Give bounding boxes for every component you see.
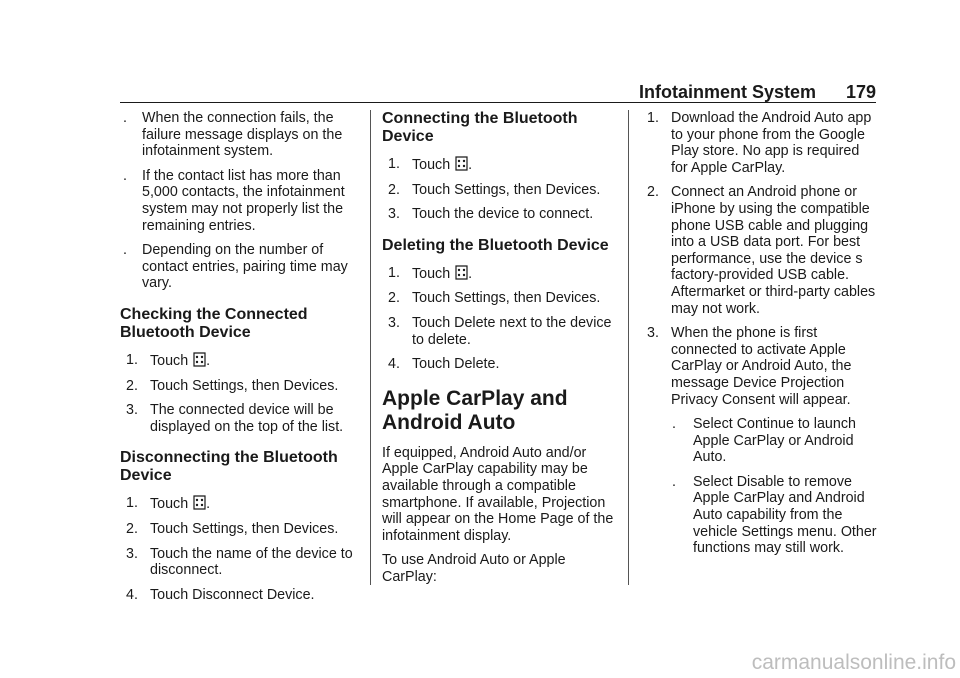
heading-deleting: Deleting the Bluetooth Device: [382, 236, 609, 254]
step-item: 2. Touch Settings, then Devices.: [388, 290, 601, 307]
watermark: carmanualsonline.info: [751, 651, 956, 674]
step-item: 1. Touch .: [126, 351, 211, 369]
column-3: [641, 110, 877, 565]
list-item: . If the contact list has more than 5,000 contacts, the infotainment system may not properly list the remaining entries.: [123, 167, 345, 234]
step-item: 3. The connected device will be displayed on the top of the list.: [126, 402, 344, 435]
phone-menu-icon: [455, 265, 468, 280]
step-item: 4. Touch Disconnect Device.: [126, 586, 315, 603]
column-2: [382, 110, 618, 594]
heading-carplay: Apple CarPlay and Android Auto: [382, 386, 568, 434]
step-item: 3. Touch Delete next to the device to delete.: [388, 314, 612, 348]
list-item: . Select Disable to remove Apple CarPlay and Android Auto capability from the vehicle Settings menu. Other functions may still work.: [672, 473, 877, 557]
section-title: Infotainment System: [638, 82, 816, 102]
bullet: .: [123, 242, 127, 259]
step-item: 1. Download the Android Auto app to your phone from the Google Play store. No app is required for Apple CarPlay.: [647, 110, 872, 176]
paragraph: If equipped, Android Auto and/or Apple CarPlay capability may be available through a compatible smartphone. If available, Projection will appear on the Home Page of the infotainment display.: [382, 444, 614, 544]
column-1: [120, 110, 360, 611]
bullet: .: [123, 110, 127, 126]
heading-connecting: Connecting the Bluetooth Device: [382, 110, 578, 145]
phone-menu-icon: [193, 495, 206, 510]
bullet: .: [672, 416, 676, 433]
list-item: . Depending on the number of contact entries, pairing time may vary.: [123, 242, 348, 292]
heading-checking: Checking the Connected Bluetooth Device: [120, 305, 308, 341]
step-item: 2. Touch Settings, then Devices.: [388, 181, 601, 198]
step-item: 3. Touch the name of the device to disconnect.: [126, 545, 353, 579]
bullet: .: [123, 167, 127, 184]
column-divider: [628, 110, 629, 585]
bullet: .: [672, 473, 676, 490]
paragraph: To use Android Auto or Apple CarPlay:: [382, 552, 566, 585]
step-item: 2. Connect an Android phone or iPhone by using the compatible phone USB cable and plugging into a USB data port. For best performance, use the device s factory-provided USB cable. Aftermarket or third-party cables may not work.: [647, 184, 876, 317]
page-header: [120, 80, 876, 103]
step-item: 3. Touch the device to connect.: [388, 206, 594, 223]
step-item: 1. Touch .: [388, 156, 473, 173]
heading-disconnecting: Disconnecting the Bluetooth Device: [120, 449, 338, 485]
list-item: . When the connection fails, the failure message displays on the infotainment system.: [123, 110, 343, 160]
step-item: 3. When the phone is first connected to activate Apple CarPlay or Android Auto, the message Device Projection Privacy Consent will appear.: [647, 325, 852, 408]
list-item: . Select Continue to launch Apple CarPlay or Android Auto.: [672, 416, 856, 466]
step-item: 2. Touch Settings, then Devices.: [126, 377, 339, 394]
step-item: 4. Touch Delete.: [388, 356, 500, 373]
step-item: 1. Touch .: [126, 495, 211, 513]
step-item: 1. Touch .: [388, 264, 473, 282]
step-item: 2. Touch Settings, then Devices.: [126, 520, 339, 537]
phone-menu-icon: [455, 156, 468, 171]
phone-menu-icon: [193, 352, 206, 367]
column-divider: [370, 110, 371, 585]
page-number: 179: [845, 82, 876, 102]
